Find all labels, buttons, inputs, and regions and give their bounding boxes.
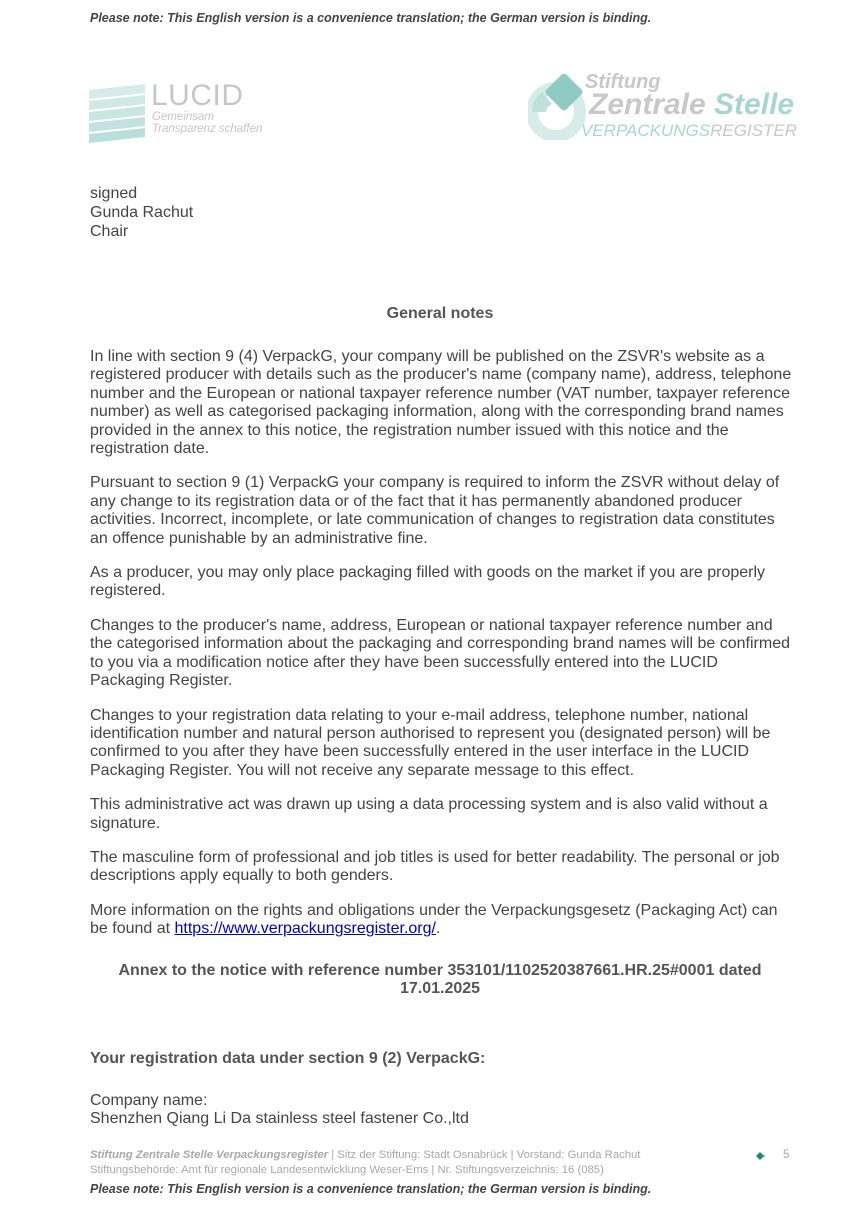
lucid-title: LUCID	[151, 79, 244, 112]
footer-org-name: Stiftung Zentrale Stelle Verpackungsregister	[90, 1149, 329, 1161]
page-footer	[90, 1148, 710, 1178]
lucid-subtitle	[152, 111, 262, 135]
paragraph: In line with section 9 (4) VerpackG, your company will be published on the ZSVR's website as a registered producer with details such as the producer's name (company name), address, telephone number and the European or national taxpayer reference number (VAT number, taxpayer reference number) as well as categorised packaging information, along with the corresponding brand names provided in the annex to this notice, the registration number issued with this notice and the registration date.	[90, 348, 792, 458]
footer-line2: Stiftungsbehörde: Amt für regionale Landesentwicklung Weser-Ems | Nr. Stiftungsverzeichnis: 16 (085)	[90, 1164, 604, 1176]
zsvr-logo	[528, 70, 808, 142]
signed-label: signed	[90, 185, 138, 202]
paragraph: Changes to your registration data relating to your e-mail address, telephone number, national identification number and natural person authorised to represent you (designated person) will be confirmed to you after they have been successfully entered in the user interface in the LUCID Packaging Register. You will not receive any separate message to this effect.	[90, 706, 771, 779]
translation-note-bottom: Please note: This English version is a convenience translation; the German version is binding.	[90, 1182, 652, 1196]
translation-note-top: Please note: This English version is a convenience translation; the German version is binding.	[90, 11, 652, 25]
lucid-subtitle-line1: Gemeinsam	[152, 111, 214, 123]
zsvr-stelle: Stelle	[714, 88, 795, 121]
zsvr-zentrale-stelle	[589, 88, 794, 122]
lucid-logo	[89, 79, 269, 141]
more-info-suffix: .	[435, 920, 441, 938]
page-indicator	[756, 1149, 796, 1163]
diamond-arrow-icon	[756, 1151, 766, 1161]
more-info-paragraph	[90, 902, 795, 939]
zsvr-register: REGISTER	[710, 121, 798, 140]
paragraph: As a producer, you may only place packaging filled with goods on the market if you are properly registered.	[90, 564, 766, 600]
zsvr-verpackungsregister	[581, 121, 797, 141]
registration-heading: Your registration data under section 9 (2) VerpackG:	[90, 1050, 486, 1067]
general-notes-body	[90, 348, 795, 955]
signature-block	[90, 184, 193, 241]
lucid-subtitle-line2: Transparenz schaffen	[152, 123, 263, 135]
more-info-text: More information on the rights and obligations under the Verpackungsgesetz (Packaging Act) can be found at	[90, 901, 778, 938]
annex-title: Annex to the notice with reference number 353101/1102520387661.HR.25#0001 dated 17.01.2025	[118, 962, 762, 997]
general-notes-title: General notes	[386, 305, 494, 322]
zsvr-stiftung: Stiftung	[585, 71, 661, 93]
verpackungsregister-link[interactable]: https://www.verpackungsregister.org/	[174, 920, 436, 938]
paragraph: Pursuant to section 9 (1) VerpackG your company is required to inform the ZSVR without delay of any change to its registration data or of the fact that it has permanently abandoned producer activities. Incorrect, incomplete, or late communication of changes to registration data constitutes an offence punishable by an administrative fine.	[90, 474, 780, 547]
signatory-name: Gunda Rachut	[90, 204, 194, 221]
paragraph: Changes to the producer's name, address, European or national taxpayer reference number and the categorised information about the packaging and corresponding brand names will be confirmed to you via a modification notice after they have been successfully entered into the LUCID Packaging Register.	[90, 616, 790, 690]
footer-line1-rest: | Sitz der Stiftung: Stadt Osnabrück | Vorstand: Gunda Rachut	[328, 1149, 641, 1161]
footer-line1	[90, 1148, 710, 1163]
company-name-label: Company name:	[90, 1092, 208, 1109]
paragraph: This administrative act was drawn up using a data processing system and is also valid without a signature.	[90, 796, 768, 832]
company-block	[90, 1092, 469, 1129]
signatory-title: Chair	[90, 223, 129, 240]
company-name-value: Shenzhen Qiang Li Da stainless steel fastener Co.,ltd	[90, 1110, 469, 1128]
page-number: 5	[783, 1149, 790, 1161]
zsvr-verpackungs: VERPACKUNGS	[581, 121, 711, 140]
zsvr-zentrale: Zentrale	[589, 88, 715, 121]
lucid-layers-icon	[89, 85, 145, 139]
paragraph: The masculine form of professional and job titles is used for better readability. The personal or job descriptions apply equally to both genders.	[90, 848, 780, 885]
